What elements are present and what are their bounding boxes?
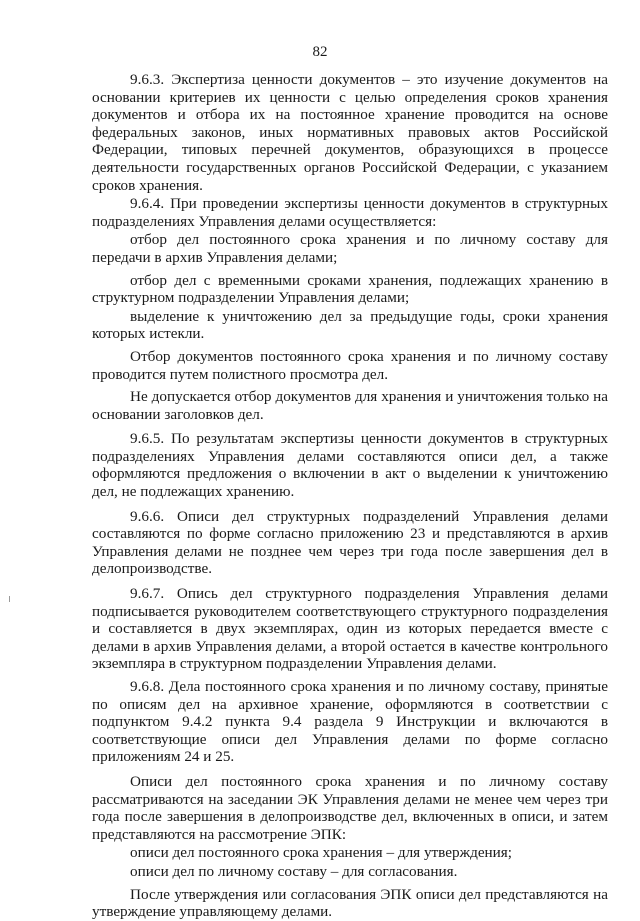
paragraph-selection-temporary-cases: отбор дел с временными сроками хранения, подлежащих хранению в структурном подразделении Управления делами; xyxy=(92,271,608,307)
paragraph-9-6-6: 9.6.6. Описи дел структурных подразделений Управления делами составляются по форме согласно приложению 23 и представляются в архив Управления делами не позднее чем через три года после завершения дел в делопроизводстве. xyxy=(92,507,608,578)
paragraph-9-6-4: 9.6.4. При проведении экспертизы ценности документов в структурных подразделениях Управления делами осуществляется: xyxy=(92,195,608,230)
scan-mark xyxy=(9,596,10,602)
paragraph-9-6-5: 9.6.5. По результатам экспертизы ценности документов в структурных подразделениях Управления делами составляются описи дел, а также оформляются предложения о включении в акт о выделении к уничтожению дел, не подлежащих хранению. xyxy=(92,430,608,501)
paragraph-page-by-page-review: Отбор документов постоянного срока хранения и по личному составу проводится путем полистного просмотра дел. xyxy=(92,347,608,383)
paragraph-approval-list-item: описи дел постоянного срока хранения – для утверждения; xyxy=(130,844,513,862)
paragraph-9-6-7: 9.6.7. Опись дел структурного подразделения Управления делами подписывается руководителем соответствующего структурного подразделения и составляется в двух экземплярах, один из которых передается вместе с делами в архив Управления делами, а второй остается в качестве контрольного экземпляра в структурном подразделении Управления делами. xyxy=(92,585,608,673)
paragraph-selection-permanent-cases: отбор дел постоянного срока хранения и по личному составу для передачи в архив Управления делами; xyxy=(92,231,608,266)
paragraph-epk-review: Описи дел постоянного срока хранения и по личному составу рассматриваются на заседании ЭК Управления делами не менее чем через три года после завершения в делопроизводстве дел, включенных в описи, и затем представляются на рассмотрение ЭПК: xyxy=(92,772,608,843)
paragraph-allocation-destruction: выделение к уничтожению дел за предыдущие годы, сроки хранения которых истекли. xyxy=(92,307,608,343)
paragraph-agreement-list-item: описи дел по личному составу – для согласования. xyxy=(130,862,458,880)
paragraph-final-approval: После утверждения или согласования ЭПК описи дел представляются на утверждение управляющему делами. xyxy=(92,885,608,921)
document-body xyxy=(92,71,608,921)
paragraph-title-based-selection-ban: Не допускается отбор документов для хранения и уничтожения только на основании заголовков дел. xyxy=(92,388,608,423)
paragraph-9-6-8: 9.6.8. Дела постоянного срока хранения и по личному составу, принятые по описям дел на архивное хранение, оформляются в соответствии с подпунктом 9.4.2 пункта 9.4 раздела 9 Инструкции и включаются в соответствующие описи дел Управления делами по форме согласно приложениям 24 и 25. xyxy=(92,678,608,766)
page-number: 82 xyxy=(312,44,328,60)
paragraph-9-6-3: 9.6.3. Экспертиза ценности документов – это изучение документов на основании критериев их ценности с целью определения сроков хранения документов и отбора их на постоянное хранение проводится на основе федеральных законов, иных нормативных правовых актов Российской Федерации, типовых перечней документов, образующихся в процессе деятельности государственных органов Российской Федерации, с указанием сроков хранения. xyxy=(92,71,608,194)
